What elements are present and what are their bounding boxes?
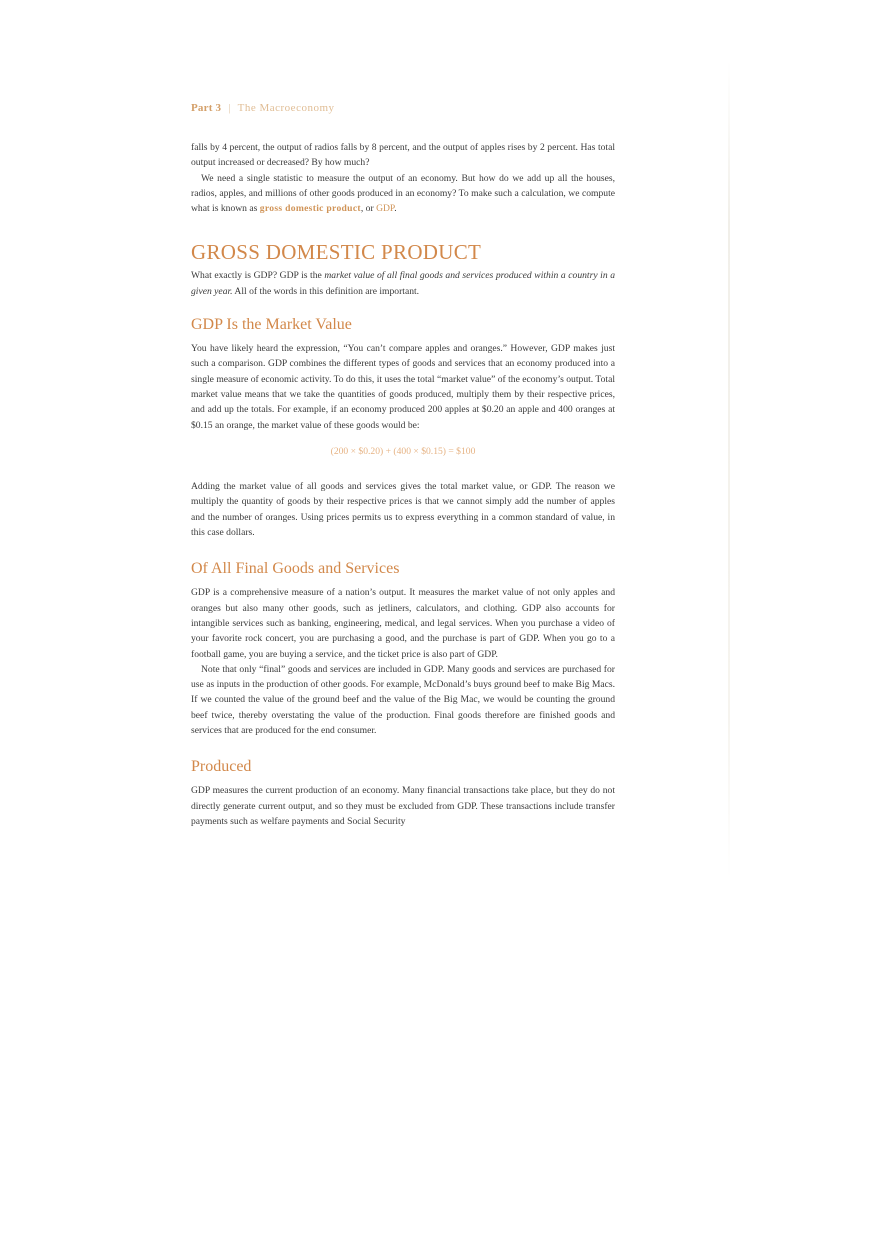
subheading-produced: Produced (191, 758, 252, 776)
gdp-def-start: What exactly is GDP? GDP is the (191, 270, 325, 282)
final-goods-paragraph-1: GDP is a comprehensive measure of a nation’s output. It measures the market value of not only apples and oranges but also many other goods, such as jetliners, calculators, and clothing. GDP also accounts for intangible services such as banking, engineering, medical, and legal services. When you purchase a video of your favorite rock concert, you are purchasing a good, and the purchase is part of GDP. When you go to a football game, you are buying a service, and the ticket price is also part of GDP. (191, 587, 615, 660)
header-separator: | (228, 102, 231, 114)
intro-p2-start: We need a single statistic to measure the output of an economy. But how do we add up all the houses, radios, apples, and millions of other goods produced in an economy? To make such a calculation, we compute what is known as (191, 172, 615, 215)
market-value-paragraph-1: You have likely heard the expression, “You can’t compare apples and oranges.” However, GDP makes just such a comparison. GDP combines the different types of goods and services that an economy produced into a single measure of economic activity. To do this, it uses the total “market value” of the economy’s output. Total market value means that we take the quantities of goods produced, multiply them by their respective prices, and add up the totals. For example, if an economy produced 200 apples at $0.20 an apple and 400 oranges at $0.15 an orange, the market value of these goods would be: (191, 343, 615, 431)
intro-p2-mid: , or (360, 203, 377, 215)
key-term-gdp-full: gross domestic product (259, 203, 361, 215)
page-content (191, 140, 615, 829)
header-section: The Macroeconomy (237, 102, 335, 114)
subheading-final-goods: Of All Final Goods and Services (191, 560, 400, 578)
market-value-paragraph-2: Adding the market value of all goods and services gives the total market value, or GDP. The reason we multiply the quantity of goods by their respective prices is that we cannot simply add the number of apples and the number of oranges. Using prices permits us to express everything in a common standard of value, in this case dollars. (191, 481, 615, 539)
gdp-def-end: All of the words in this definition are important. (232, 285, 420, 297)
header-part: Part 3 (191, 102, 222, 114)
key-term-gdp: GDP (376, 203, 395, 215)
subheading-market-value: GDP Is the Market Value (191, 316, 352, 334)
market-value-formula: (200 × $0.20) + (400 × $0.15) = $100 (330, 445, 476, 457)
page-edge-shadow (728, 60, 730, 880)
produced-paragraph-1: GDP measures the current production of an economy. Many financial transactions take place, but they do not directly generate current output, and so they must be excluded from GDP. These transactions include transfer payments such as welfare payments and Social Security (191, 785, 615, 827)
running-header (191, 102, 335, 114)
intro-paragraph-2 (191, 171, 615, 217)
intro-p2-end: . (394, 203, 397, 215)
gdp-definition: market value of all final goods and services produced within a country in a given year. (191, 270, 615, 297)
gdp-definition-paragraph (191, 268, 615, 299)
section-heading-gdp: GROSS DOMESTIC PRODUCT (191, 240, 482, 265)
final-goods-paragraph-2: Note that only “final” goods and services are included in GDP. Many goods and services are purchased for use as inputs in the production of other goods. For example, McDonald’s buys ground beef to make Big Macs. If we counted the value of the ground beef and the value of the Big Mac, we would be counting the ground beef twice, thereby overstating the value of the production. Final goods therefore are finished goods and services that are produced for the end consumer. (191, 663, 615, 737)
intro-paragraph-1: falls by 4 percent, the output of radios falls by 8 percent, and the output of apples rises by 2 percent. Has total output increased or decreased? By how much? (191, 142, 615, 169)
